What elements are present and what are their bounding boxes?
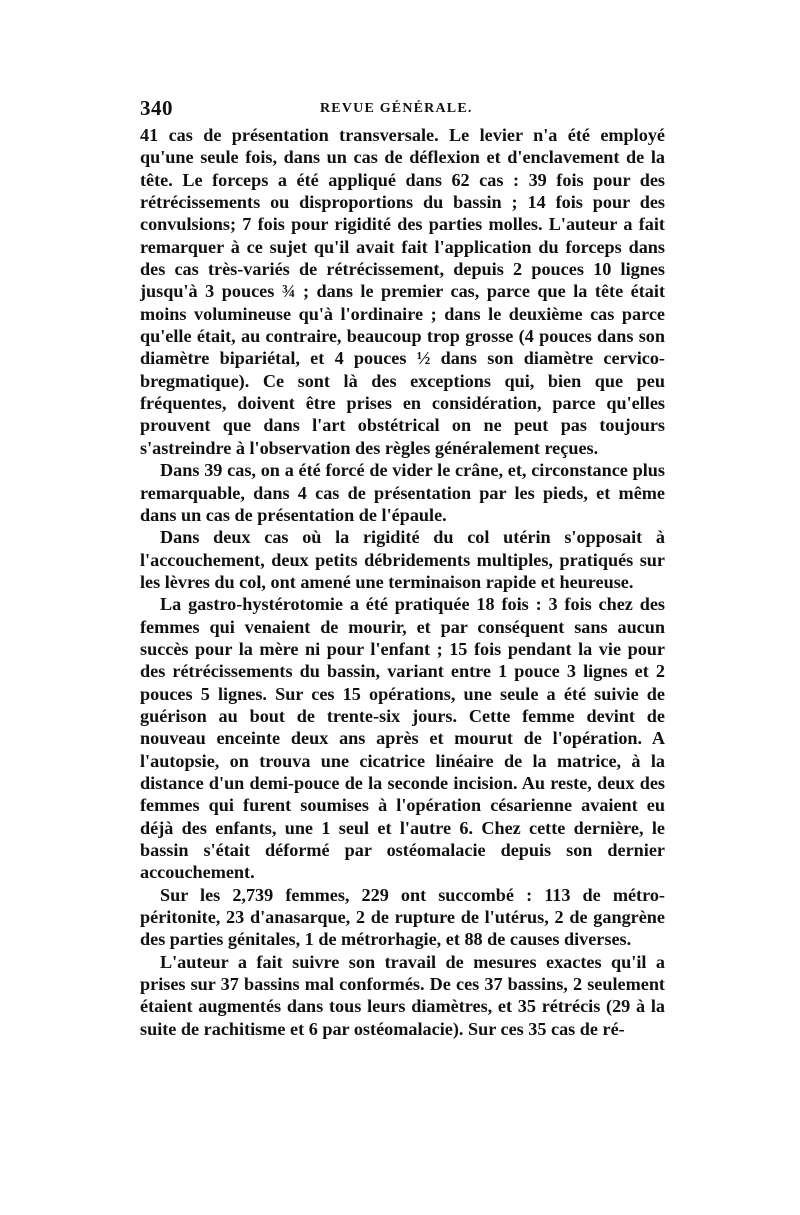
paragraph: Sur les 2,739 femmes, 229 ont succombé : 113 de métro-péritonite, 23 d'anasarque, 2 de rupture de l'utérus, 2 de gangrène des parties génitales, 1 de métrorhagie, et 88 de causes diverses. (140, 884, 665, 950)
journal-title: REVUE GÉNÉRALE. (320, 101, 473, 116)
running-head (140, 92, 665, 122)
book-page (140, 92, 665, 1040)
paragraph-continued: 41 cas de présentation transversale. Le levier n'a été employé qu'une seule fois, dans un cas de déflexion et d'enclavement de la tête. Le forceps a été appliqué dans 62 cas : 39 fois pour des rétrécissements ou disproportions du bassin ; 14 fois pour des convulsions; 7 fois pour rigidité des parties molles. L'auteur a fait remarquer à ce sujet qu'il avait fait l'application du forceps dans des cas très-variés de rétrécissement, depuis 2 pouces 10 lignes jusqu'à 3 pouces ¾ ; dans le premier cas, parce que la tête était moins volumineuse qu'à l'ordinaire ; dans le deuxième cas parce qu'elle était, au contraire, beaucoup trop grosse (4 pouces dans son diamètre bipariétal, et 4 pouces ½ dans son diamètre cervico-bregmatique). Ce sont là des exceptions qui, bien que peu fréquentes, doivent être prises en considération, parce qu'elles prouvent que dans l'art obstétrical on ne peut pas toujours s'astreindre à l'observation des règles généralement reçues. (140, 125, 665, 458)
paragraph: La gastro-hystérotomie a été pratiquée 18 fois : 3 fois chez des femmes qui venaient de mourir, et par conséquent sans aucun succès pour la mère ni pour l'enfant ; 15 fois pendant la vie pour des rétrécissements du bassin, variant entre 1 pouce 3 lignes et 2 pouces 5 lignes. Sur ces 15 opérations, une seule a été suivie de guérison au bout de trente-six jours. Cette femme devint de nouveau enceinte deux ans après et mourut de l'opération. A l'autopsie, on trouva une cicatrice linéaire de la matrice, à la distance d'un demi-pouce de la seconde incision. Au reste, deux des femmes qui furent soumises à l'opération césarienne avaient eu déjà des enfants, une 1 seul et l'autre 6. Chez cette dernière, le bassin s'était déformé par ostéomalacie depuis son dernier accouchement. (140, 594, 665, 883)
paragraph: Dans deux cas où la rigidité du col utérin s'opposait à l'accouchement, deux petits débridements multiples, pratiqués sur les lèvres du col, ont amené une terminaison rapide et heureuse. (140, 527, 665, 592)
paragraph: Dans 39 cas, on a été forcé de vider le crâne, et, circonstance plus remarquable, dans 4 cas de présentation par les pieds, et même dans un cas de présentation de l'épaule. (140, 460, 665, 525)
body-text (140, 124, 665, 1040)
page-number: 340 (140, 96, 173, 120)
paragraph: L'auteur a fait suivre son travail de mesures exactes qu'il a prises sur 37 bassins mal conformés. De ces 37 bassins, 2 seulement étaient augmentés dans tous leurs diamètres, et 35 rétrécis (29 à la suite de rachitisme et 6 par ostéomalacie). Sur ces 35 cas de ré- (140, 951, 665, 1039)
